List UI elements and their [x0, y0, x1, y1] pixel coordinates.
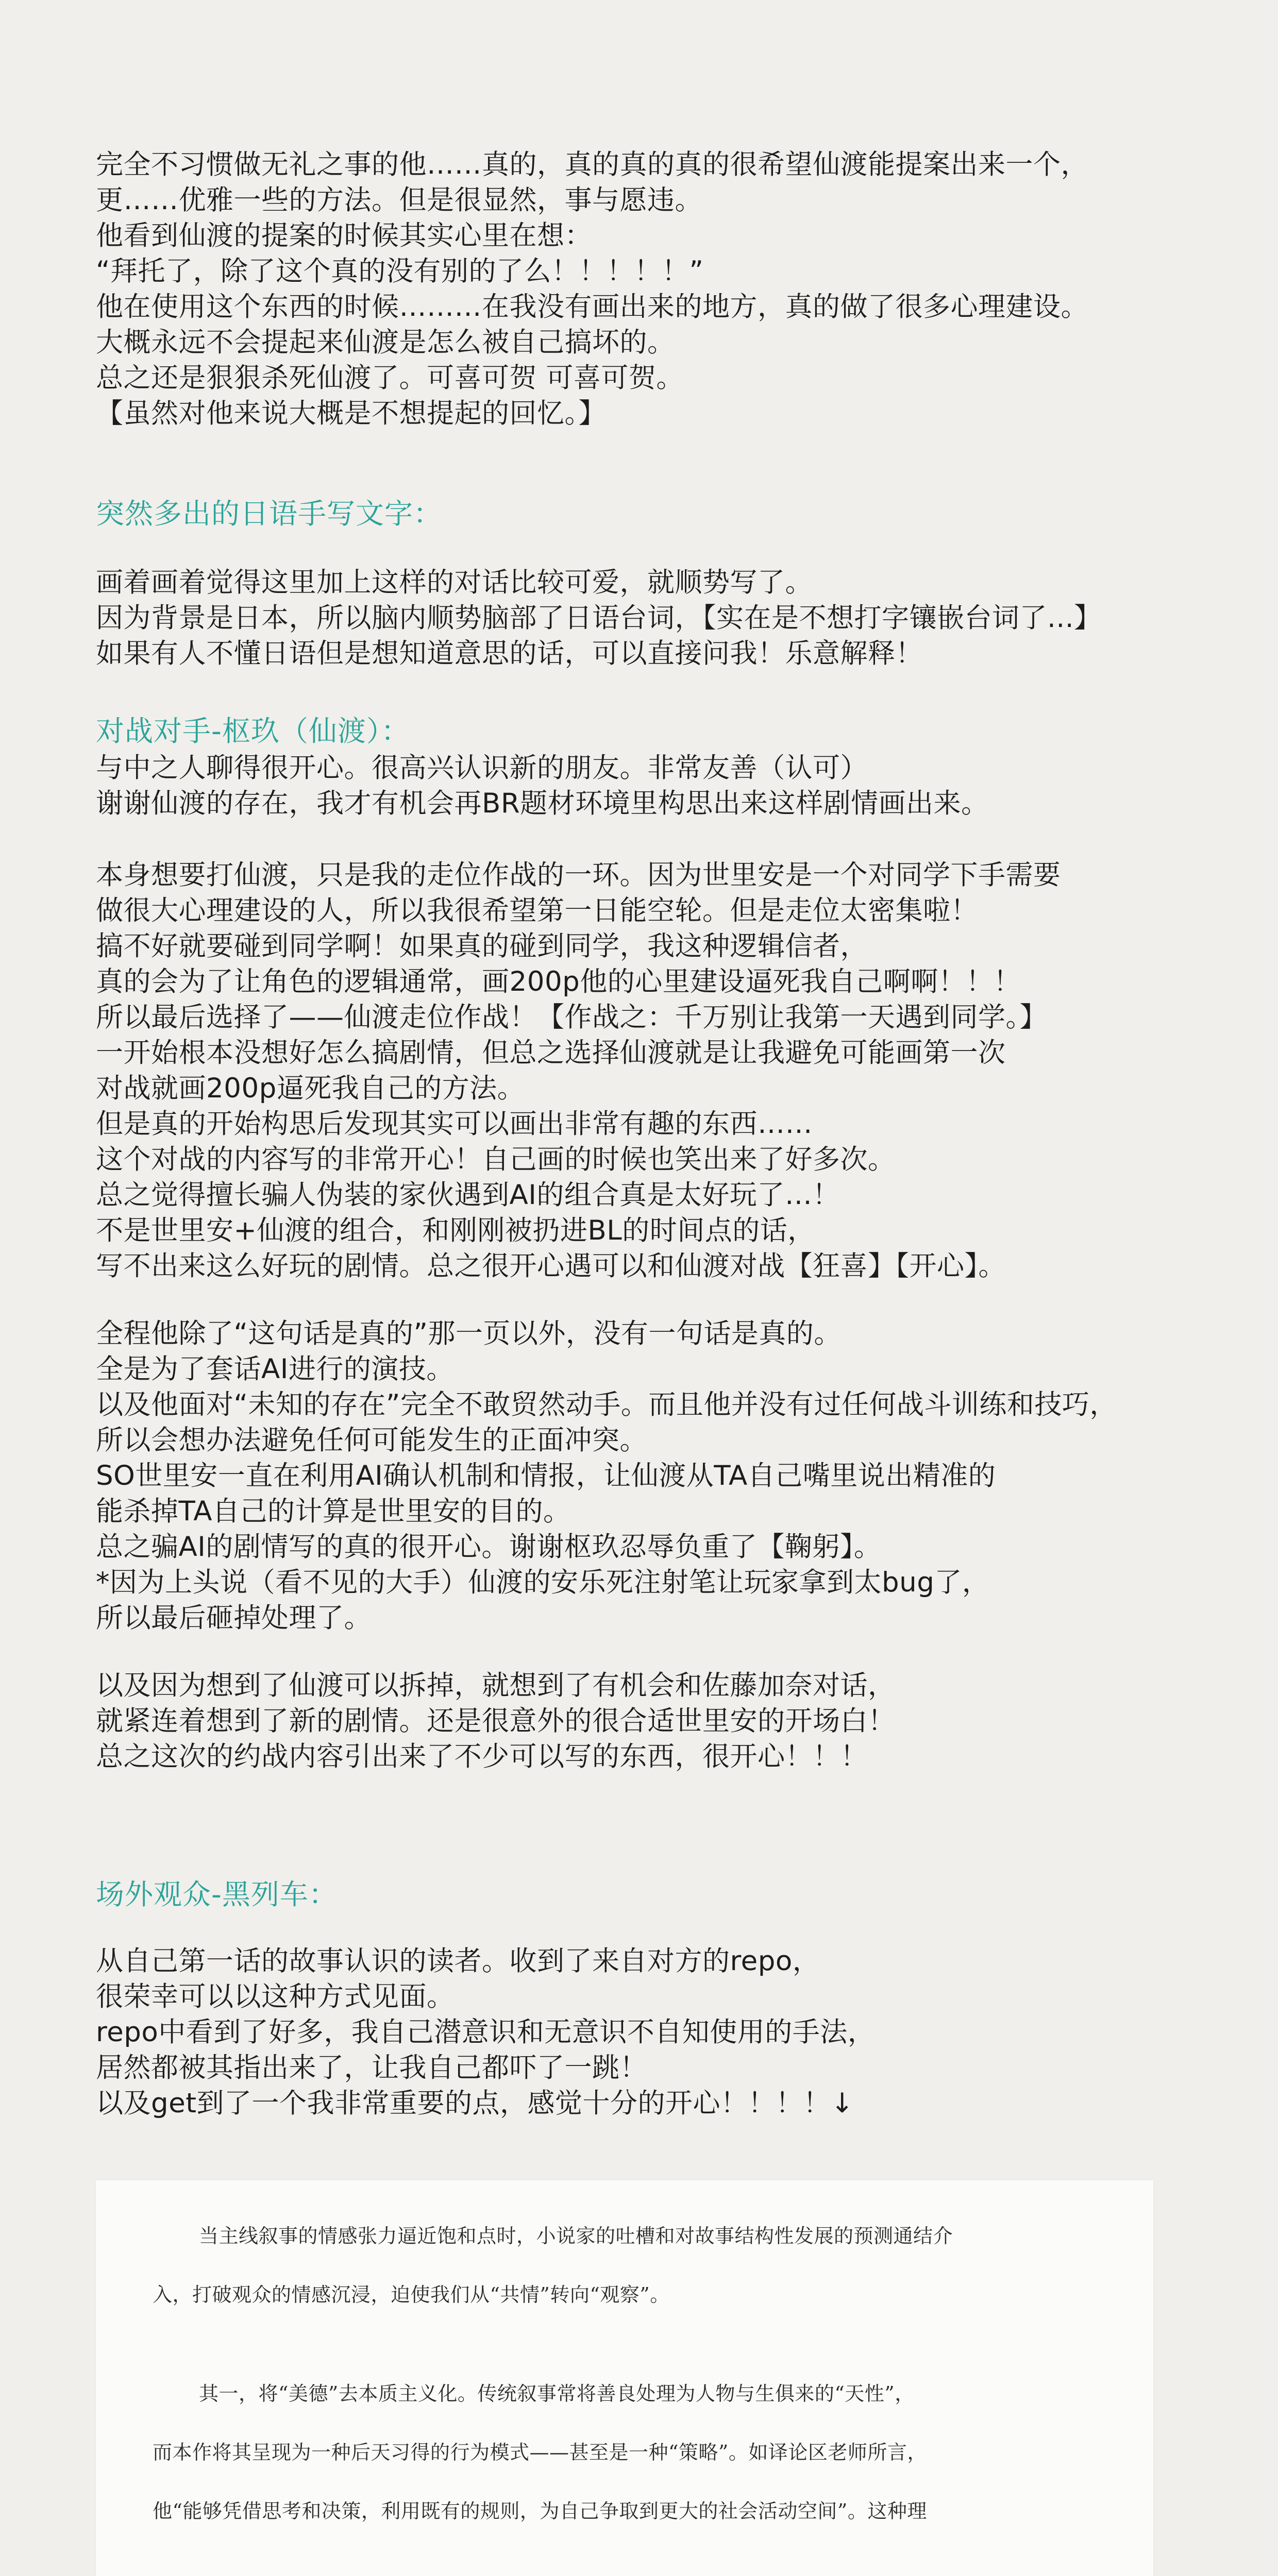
text-line: 【虽然对他来说大概是不想提起的回忆。】 [96, 398, 606, 429]
text-line: 与中之人聊得很开心。很高兴认识新的朋友。非常友善（认可） [96, 752, 868, 784]
section-heading: 场外观众-黑列车： [96, 1878, 338, 1911]
text-line: 搞不好就要碰到同学啊！如果真的碰到同学，我这种逻辑信者， [96, 930, 868, 962]
text-line: 大概永远不会提起来仙渡是怎么被自己搞坏的。 [96, 327, 675, 358]
text-line: 他看到仙渡的提案的时候其实心里在想： [96, 220, 592, 251]
text-line: 所以最后选择了——仙渡走位作战！【作战之：千万别让我第一天遇到同学。】 [96, 1002, 1047, 1033]
text-line: 更……优雅一些的方法。但是很显然，事与愿违。 [96, 184, 702, 216]
text-line: 做很大心理建设的人，所以我很希望第一日能空轮。但是走位太密集啦！ [96, 895, 978, 926]
excerpt-line: 入，打破观众的情感沉浸，迫使我们从“共情”转向“观察”。 [153, 2283, 670, 2306]
text-line: 以及他面对“未知的存在”完全不敢贸然动手。而且他并没有过任何战斗训练和技巧， [96, 1389, 1117, 1420]
text-line: 但是真的开始构思后发现其实可以画出非常有趣的东西…… [96, 1108, 813, 1140]
text-line: 总之这次的约战内容引出来了不少可以写的东西，很开心！！！ [96, 1741, 868, 1772]
section-heading: 对战对手-枢玖（仙渡）： [96, 715, 410, 748]
text-line: 所以会想办法避免任何可能发生的正面冲突。 [96, 1425, 647, 1456]
text-line: 总之觉得擅长骗人伪装的家伙遇到AI的组合真是太好玩了…！ [96, 1179, 840, 1211]
text-line: 所以最后砸掉处理了。 [96, 1602, 372, 1634]
japanese-section [96, 495, 1188, 671]
text-line: 一开始根本没想好怎么搞剧情，但总之选择仙渡就是让我避免可能画第一次 [96, 1037, 1006, 1069]
text-line: 从自己第一话的故事认识的读者。收到了来自对方的repo， [96, 1945, 820, 1977]
text-line: 如果有人不懂日语但是想知道意思的话，可以直接问我！乐意解释！ [96, 638, 923, 669]
text-line: 对战就画200p逼死我自己的方法。 [96, 1073, 525, 1104]
text-line: 画着画着觉得这里加上这样的对话比较可爱，就顺势写了。 [96, 567, 813, 598]
intro-section [96, 147, 1188, 431]
text-line: 居然都被其指出来了，让我自己都吓了一跳！ [96, 2052, 647, 2083]
text-line: 谢谢仙渡的存在，我才有机会再BR题材环境里构思出来这样剧情画出来。 [96, 788, 989, 819]
text-line: *因为上头说（看不见的大手）仙渡的安乐死注射笔让玩家拿到太bug了， [96, 1567, 990, 1598]
text-line: 他在使用这个东西的时候………在我没有画出来的地方，真的做了很多心理建设。 [96, 291, 1088, 323]
text-line: 完全不习惯做无礼之事的他……真的，真的真的真的很希望仙渡能提案出来一个， [96, 149, 1088, 180]
audience-section [96, 1875, 1188, 2121]
excerpt-line: 他“能够凭借思考和决策，利用既有的规则，为自己争取到更大的社会活动空间”。这种理 [153, 2500, 927, 2522]
text-line: 本身想要打仙渡，只是我的走位作战的一环。因为世里安是一个对同学下手需要 [96, 859, 1061, 891]
text-line: 不是世里安+仙渡的组合，和刚刚被扔进BL的时间点的话， [96, 1215, 815, 1246]
text-line: repo中看到了好多，我自己潜意识和无意识不自知使用的手法， [96, 2016, 876, 2048]
opponent-section [96, 712, 1188, 1774]
excerpt-line: 而本作将其呈现为一种后天习得的行为模式——甚至是一种“策略”。如译论区老师所言， [153, 2441, 927, 2464]
text-line: 总之骗AI的剧情写的真的很开心。谢谢枢玖忍辱负重了【鞠躬】。 [96, 1531, 882, 1563]
text-line: 全是为了套话AI进行的演技。 [96, 1353, 454, 1385]
text-line: 以及因为想到了仙渡可以拆掉，就想到了有机会和佐藤加奈对话， [96, 1670, 896, 1701]
excerpt-line: 当主线叙事的情感张力逼近饱和点时，小说家的吐槽和对故事结构性发展的预测通结介 [199, 2225, 953, 2247]
excerpt-line: 其一，将“美德”去本质主义化。传统叙事常将善良处理为人物与生俱来的“天性”， [199, 2382, 915, 2405]
text-line: 写不出来这么好玩的剧情。总之很开心遇可以和仙渡对战【狂喜】【开心】。 [96, 1250, 1006, 1282]
text-line: 全程他除了“这句话是真的”那一页以外，没有一句话是真的。 [96, 1318, 842, 1349]
text-line: “拜托了，除了这个真的没有别的了么！！！！！” [96, 256, 704, 287]
text-line: 因为背景是日本，所以脑内顺势脑部了日语台词，【实在是不想打字镶嵌台词了...】 [96, 602, 1102, 634]
text-line: 真的会为了让角色的逻辑通常，画200p他的心里建设逼死我自己啊啊！！！ [96, 966, 1021, 997]
text-line: 很荣幸可以以这种方式见面。 [96, 1981, 455, 2012]
text-line: 就紧连着想到了新的剧情。还是很意外的很合适世里安的开场白！ [96, 1705, 896, 1737]
text-line: 这个对战的内容写的非常开心！自己画的时候也笑出来了好多次。 [96, 1144, 896, 1175]
text-line: 能杀掉TA自己的计算是世里安的目的。 [96, 1496, 571, 1527]
text-line: SO世里安一直在利用AI确认机制和情报，让仙渡从TA自己嘴里说出精准的 [96, 1460, 996, 1492]
quoted-review-excerpt [96, 2180, 1153, 2576]
text-line: 总之还是狠狠杀死仙渡了。可喜可贺 可喜可贺。 [96, 362, 684, 394]
section-heading: 突然多出的日语手写文字： [96, 497, 443, 530]
text-line: 以及get到了一个我非常重要的点，感觉十分的开心！！！！↓ [96, 2088, 854, 2119]
